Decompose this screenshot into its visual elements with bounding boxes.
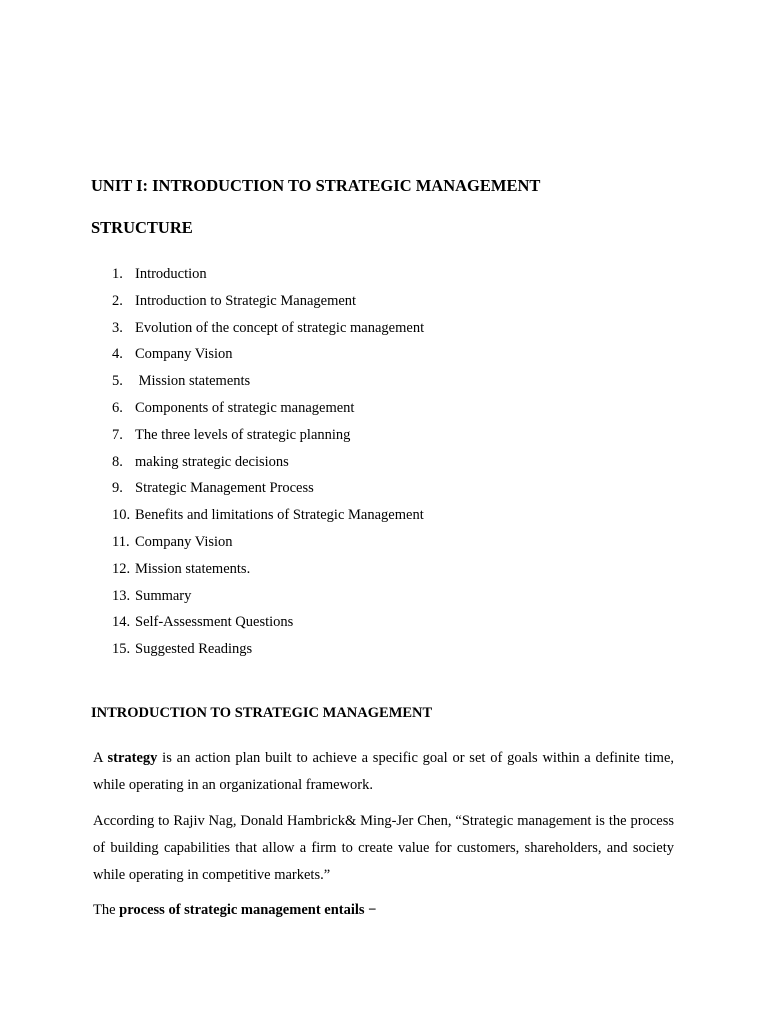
structure-heading: STRUCTURE xyxy=(91,218,193,237)
list-item-number: 4. xyxy=(112,346,123,363)
para3-bold-text: process of strategic management entails − xyxy=(119,902,377,918)
list-item-number: 13. xyxy=(112,587,131,604)
list-item-text: Mission statements xyxy=(135,373,251,390)
process-paragraph xyxy=(93,897,674,924)
list-item-text: Mission statements. xyxy=(135,560,251,577)
para1-rest: is an action plan built to achieve a specific goal or set of goals within a definite time, while operating in an organizational framework. xyxy=(93,750,675,793)
list-item-text: Benefits and limitations of Strategic Management xyxy=(135,507,424,524)
para1-bold-term: strategy xyxy=(107,750,158,766)
structure-list-item xyxy=(112,586,424,613)
list-item-text: Suggested Readings xyxy=(135,641,253,658)
structure-list-item xyxy=(112,532,424,559)
structure-list xyxy=(112,264,424,666)
list-item-number: 3. xyxy=(112,319,123,336)
structure-list-item xyxy=(112,371,424,398)
list-item-number: 12. xyxy=(112,560,131,577)
list-item-text: Summary xyxy=(135,587,192,604)
list-item-text: Self-Assessment Questions xyxy=(135,614,294,631)
structure-list-item xyxy=(112,318,424,345)
list-item-number: 1. xyxy=(112,266,123,282)
list-item-number: 10. xyxy=(112,507,131,524)
para3-prefix: The xyxy=(93,902,120,918)
para1-prefix: A xyxy=(93,750,108,766)
list-item-number: 5. xyxy=(112,373,123,390)
quote-paragraph: According to Rajiv Nag, Donald Hambrick& Ming-Jer Chen, “Strategic management is the process of building capabilities that allow a firm to create value for customers, shareholders, and society while operating in competitive markets.” xyxy=(93,813,674,883)
list-item-text: Introduction xyxy=(135,266,207,282)
list-item-text: Company Vision xyxy=(135,346,233,363)
list-item-number: 9. xyxy=(112,480,123,497)
list-item-number: 7. xyxy=(112,426,123,443)
structure-list-item xyxy=(112,398,424,425)
list-item-text: Strategic Management Process xyxy=(135,480,314,497)
list-item-number: 15. xyxy=(112,641,131,658)
structure-list-item xyxy=(112,559,424,586)
list-item-number: 14. xyxy=(112,614,131,631)
list-item-text: making strategic decisions xyxy=(135,453,289,470)
list-item-number: 11. xyxy=(112,533,130,550)
structure-list-item xyxy=(112,478,424,505)
structure-list-item xyxy=(112,452,424,479)
list-item-text: Components of strategic management xyxy=(135,399,355,416)
structure-list-item xyxy=(112,612,424,639)
list-item-number: 6. xyxy=(112,399,123,416)
strategy-definition-paragraph xyxy=(93,745,674,799)
structure-list-item xyxy=(112,291,424,318)
structure-list-item xyxy=(112,425,424,452)
list-item-number: 2. xyxy=(112,292,123,309)
list-item-text: Evolution of the concept of strategic management xyxy=(135,319,425,336)
list-item-text: Company Vision xyxy=(135,533,233,550)
structure-list-item xyxy=(112,344,424,371)
structure-list-item xyxy=(112,505,424,532)
list-item-text: Introduction to Strategic Management xyxy=(135,292,357,309)
unit-title: UNIT I: INTRODUCTION TO STRATEGIC MANAGEMENT xyxy=(91,176,541,195)
structure-list-item xyxy=(112,264,424,291)
list-item-number: 8. xyxy=(112,453,123,470)
list-item-text: The three levels of strategic planning xyxy=(135,426,351,443)
section-heading: INTRODUCTION TO STRATEGIC MANAGEMENT xyxy=(91,705,433,721)
structure-list-item xyxy=(112,639,424,666)
